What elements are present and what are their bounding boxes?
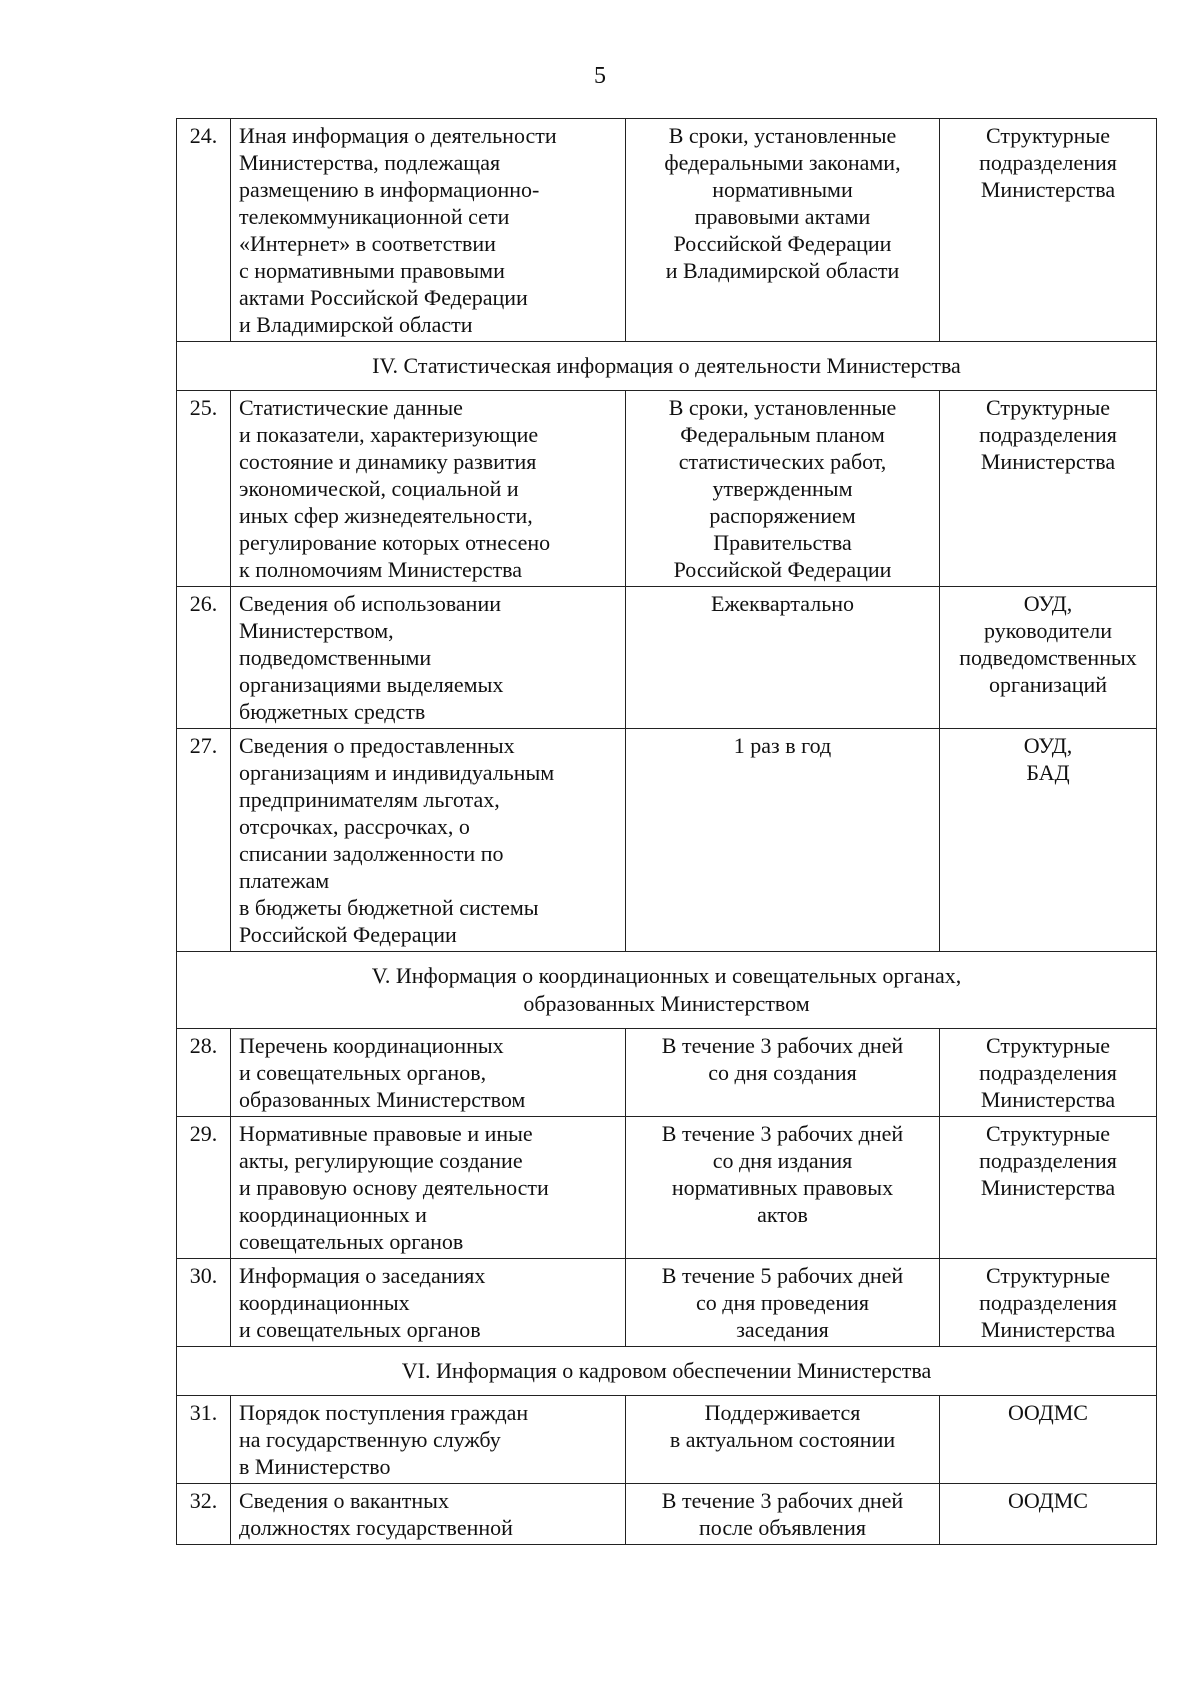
info-responsible: Структурные подразделения Министерства	[979, 123, 1117, 202]
info-deadline: Поддерживается в актуальном состоянии	[669, 1400, 896, 1452]
row-number: 30.	[189, 1263, 218, 1288]
section-header	[177, 952, 1157, 1029]
table-row	[177, 729, 1157, 952]
row-number: 27.	[189, 733, 218, 758]
table-row	[177, 1259, 1157, 1347]
page-number: 5	[594, 63, 606, 89]
info-deadline: В течение 3 рабочих дней со дня создания	[661, 1033, 904, 1085]
info-responsible: ОУД, руководители подведомственных организаций	[959, 591, 1137, 697]
section-title: IV. Статистическая информация о деятельности Министерства	[372, 353, 961, 378]
info-responsible: ОУД, БАД	[1023, 733, 1073, 785]
info-name: Сведения об использовании Министерством, подведомственными организациями выделяемых бюджетных средств	[239, 591, 504, 724]
row-number: 25.	[189, 395, 218, 420]
info-name: Статистические данные и показатели, характеризующие состояние и динамику развития экономической, социальной и иных сфер жизнедеятельности, регулирование которых отнесено к полномочиям Министерства	[239, 395, 551, 582]
info-responsible: Структурные подразделения Министерства	[979, 1033, 1117, 1112]
info-name: Сведения о вакантных должностях государственной	[239, 1488, 513, 1540]
row-number: 32.	[189, 1488, 218, 1513]
info-deadline: В сроки, установленные федеральными законами, нормативными правовыми актами Российской Федерации и Владимирской области	[664, 123, 901, 283]
info-responsible: ООДМС	[1008, 1400, 1088, 1425]
table-row	[177, 1029, 1157, 1117]
row-number: 31.	[189, 1400, 218, 1425]
info-deadline: В течение 3 рабочих дней со дня издания нормативных правовых актов	[661, 1121, 904, 1227]
information-table	[176, 118, 1157, 1545]
info-deadline: В течение 3 рабочих дней после объявления	[661, 1488, 904, 1540]
row-number: 26.	[189, 591, 218, 616]
table-row	[177, 1396, 1157, 1484]
info-name: Порядок поступления граждан на государственную службу в Министерство	[239, 1400, 529, 1479]
info-responsible: Структурные подразделения Министерства	[979, 1121, 1117, 1200]
section-header	[177, 1347, 1157, 1396]
info-responsible: Структурные подразделения Министерства	[979, 395, 1117, 474]
info-responsible: Структурные подразделения Министерства	[979, 1263, 1117, 1342]
info-deadline: Ежеквартально	[711, 591, 854, 616]
table-row	[177, 1117, 1157, 1259]
info-deadline: В сроки, установленные Федеральным планом статистических работ, утвержденным распоряжением Правительства Российской Федерации	[668, 395, 897, 582]
info-deadline: В течение 5 рабочих дней со дня проведения заседания	[661, 1263, 904, 1342]
table-row	[177, 1484, 1157, 1545]
info-name: Иная информация о деятельности Министерства, подлежащая размещению в информационно- телекоммуникационной сети «Интернет» в соответствии с нормативными правовыми актами Российской Федерации и Владимирской области	[239, 123, 557, 337]
section-title: VI. Информация о кадровом обеспечении Министерства	[401, 1358, 932, 1383]
info-name: Информация о заседаниях координационных и совещательных органов	[239, 1263, 486, 1342]
info-name: Перечень координационных и совещательных органов, образованных Министерством	[239, 1033, 526, 1112]
row-number: 24.	[189, 123, 218, 148]
info-name: Нормативные правовые и иные акты, регулирующие создание и правовую основу деятельности координационных и совещательных органов	[239, 1121, 549, 1254]
info-deadline: 1 раз в год	[733, 733, 832, 758]
row-number: 28.	[189, 1033, 218, 1058]
row-number: 29.	[189, 1121, 218, 1146]
table-row	[177, 587, 1157, 729]
info-name: Сведения о предоставленных организациям и индивидуальным предпринимателям льготах, отсрочках, рассрочках, о списании задолженности по платежам в бюджеты бюджетной системы Российской Федерации	[239, 733, 555, 947]
section-header	[177, 342, 1157, 391]
section-title: V. Информация о координационных и совещательных органах, образованных Министерством	[371, 963, 962, 1016]
table-row	[177, 391, 1157, 587]
info-responsible: ООДМС	[1008, 1488, 1088, 1513]
table-row	[177, 119, 1157, 342]
